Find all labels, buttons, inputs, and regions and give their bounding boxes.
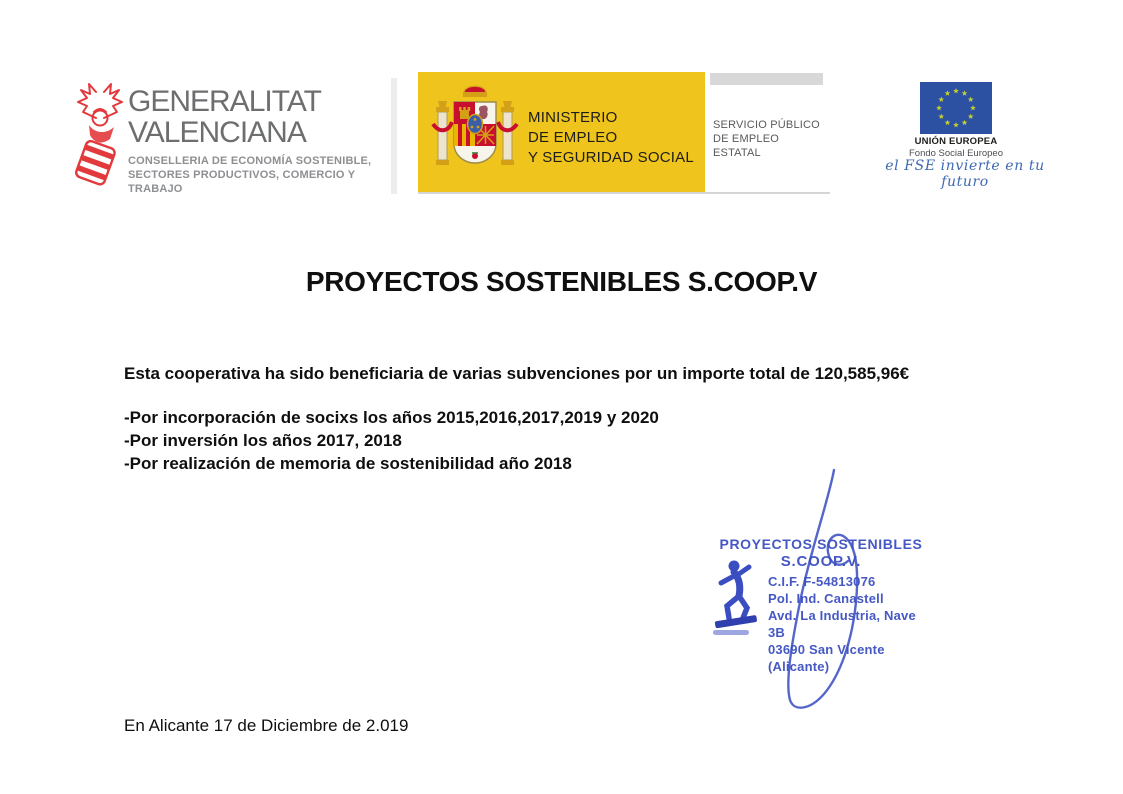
sepe-panel [705,72,830,192]
generalitat-valenciana-logo [70,76,400,196]
page-title: PROYECTOS SOSTENIBLES S.COOP.V [305,266,818,297]
spain-coat-of-arms-icon [430,80,520,184]
eu-flag-icon [920,82,992,134]
stamp-text [706,536,936,675]
gv-logo-subtitle [128,154,400,196]
eu-label-union: UNIÓN EUROPEA [914,136,998,147]
generalitat-valenciana-crest-icon [74,82,132,192]
sepe-gray-band [710,73,823,85]
ministry-name-line1: MINISTERIO [528,109,618,126]
stamp-cif: C.I.F. F-54813076 [768,574,876,589]
gv-logo-title [128,86,321,148]
ministry-name [528,108,694,168]
eu-logo [860,78,1070,188]
stamp-address-line2: Avd. La Industria, Nave 3B [768,608,916,640]
company-stamp [700,460,970,720]
ministry-name-line3: Y SEGURIDAD SOCIAL [528,149,694,166]
list-item: -Por inversión los años 2017, 2018 [124,431,402,450]
date-line: En Alicante 17 de Diciembre de 2.019 [124,716,409,735]
stamp-address-line1: Pol. Ind. Canastell [768,591,884,606]
gv-subtitle-line1: CONSELLERIA DE ECONOMÍA SOSTENIBLE, [128,155,372,167]
sepe-label-line2: DE EMPLEO ESTATAL [713,133,779,159]
list-item: -Por realización de memoria de sostenibilidad año 2018 [124,454,572,473]
list-item: -Por incorporación de socixs los años 2015,2016,2017,2019 y 2020 [124,408,659,427]
gv-title-line2: VALENCIANA [128,116,306,149]
gv-subtitle-line2: SECTORES PRODUCTIVOS, COMERCIO Y TRABAJO [128,169,356,195]
sepe-label-line1: SERVICIO PÚBLICO [713,119,820,131]
ministry-logo [418,72,830,194]
intro-paragraph: Esta cooperativa ha sido beneficiaria de varias subvenciones por un importe total de 120,585,96€ [124,364,910,383]
stamp-company-form: S.COOP.V. [780,553,862,570]
sepe-label [713,118,830,160]
subsidy-list [124,406,659,475]
stamp-address [768,573,936,675]
stamp-company-name: PROYECTOS SOSTENIBLES [719,536,923,552]
gv-logo-edge-shadow [391,78,397,194]
gv-title-line1: GENERALITAT [128,85,321,118]
ministry-yellow-panel [418,72,705,192]
stamp-address-line3: 03690 San Vicente (Alicante) [768,642,885,674]
eu-label-fondo: Fondo Social Europeo [908,148,1003,159]
ministry-name-line2: DE EMPLEO [528,129,618,146]
eu-tagline: el FSE invierte en tu futuro [885,158,1045,190]
